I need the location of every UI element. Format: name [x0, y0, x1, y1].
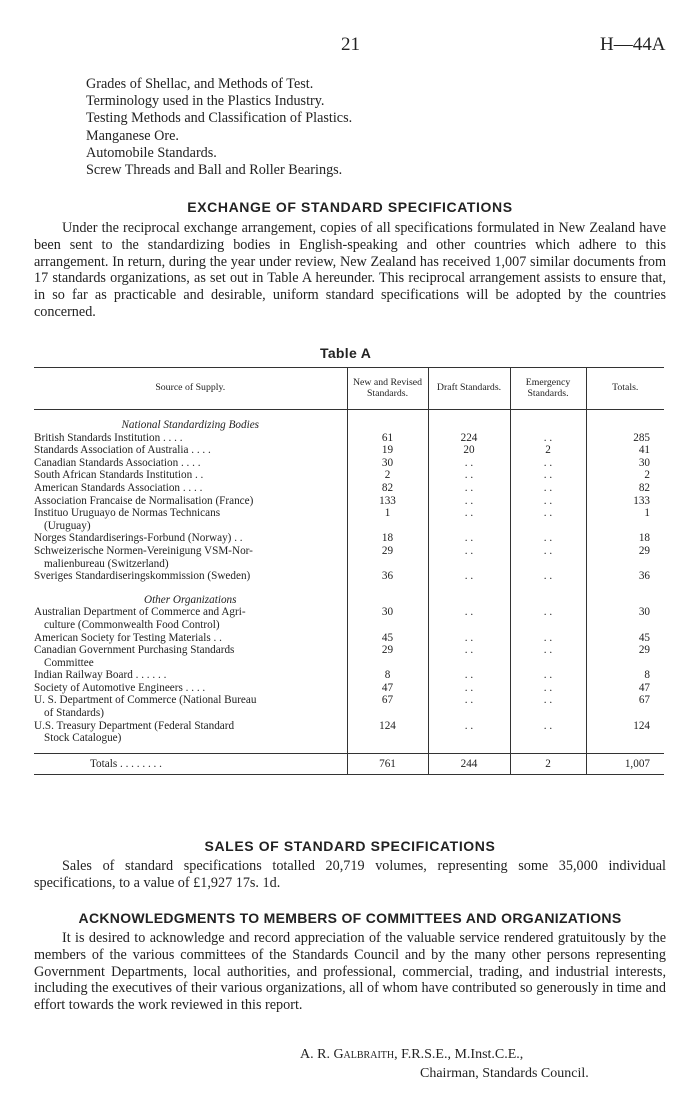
row-emergency: . . [510, 644, 586, 669]
row-source-name: South African Standards Institution . . [34, 469, 204, 482]
row-source-continuation: Committee [44, 656, 94, 669]
table-row [34, 432, 664, 445]
table-row [34, 682, 664, 695]
row-new: 29 [347, 545, 428, 570]
list-item: Grades of Shellac, and Methods of Test. [86, 76, 314, 92]
row-emergency: . . [510, 669, 586, 682]
row-new: 47 [347, 682, 428, 695]
table-row [34, 606, 664, 631]
list-item: Automobile Standards. [86, 144, 217, 161]
row-emergency: . . [510, 507, 586, 532]
page-number: 21 [341, 34, 360, 55]
totals-draft: 244 [428, 753, 510, 774]
row-total: 41 [586, 444, 664, 457]
sales-body: Sales of standard specifications totalled 20,719 volumes, representing some 35,000 individual specifications, to a value of £1,927 17s. 1d. [34, 858, 666, 891]
row-source-name: U.S. Treasury Department (Federal Standard [34, 719, 235, 732]
list-item: Testing Methods and Classification of Plastics. [86, 110, 353, 127]
row-emergency: . . [510, 570, 586, 583]
exchange-body: Under the reciprocal exchange arrangement, copies of all specifications formulated in New Zealand have been sent to the standardizing bodies in English-speaking and other countries which adhere to this arrangement. In return, during the year under review, New Zealand has received 1,007 similar documents from 17 standards organizations, as set out in Table A hereunder. This reciprocal arrangement assists to ensure that, in so far as practicable and desirable, uniform standard specifications will be adopted by the countries concerned. [34, 220, 666, 320]
row-source [34, 482, 347, 495]
row-source [34, 682, 347, 695]
row-total: 18 [586, 532, 664, 545]
row-draft: . . [428, 669, 510, 682]
row-emergency: . . [510, 694, 586, 719]
row-source-name: Standards Association of Australia . . . . [34, 444, 211, 457]
table-row [34, 694, 664, 719]
row-emergency: . . [510, 469, 586, 482]
row-source [34, 545, 347, 570]
table-row [34, 669, 664, 682]
row-draft: . . [428, 482, 510, 495]
totals-label: Totals . . . . . . . . [34, 753, 347, 774]
row-new: 67 [347, 694, 428, 719]
table-title: Table A [320, 345, 372, 361]
row-total: 8 [586, 669, 664, 682]
row-total: 47 [586, 682, 664, 695]
row-source-continuation: of Standards) [44, 707, 104, 720]
signature-line [300, 1047, 523, 1063]
row-source [34, 495, 347, 508]
row-total: 1 [586, 507, 664, 532]
totals-new: 761 [347, 753, 428, 774]
document-code: H—44A [600, 34, 666, 55]
row-total: 29 [586, 644, 664, 669]
ack-paragraph [34, 930, 666, 1014]
table-row [34, 444, 664, 457]
row-source-name: Canadian Standards Association . . . . [34, 456, 201, 469]
row-draft: . . [428, 632, 510, 645]
row-total: 30 [586, 457, 664, 470]
row-source [34, 570, 347, 583]
header-source: Source of Supply. [34, 368, 347, 410]
section-other-label: Other Organizations [143, 593, 237, 606]
row-total: 82 [586, 482, 664, 495]
row-source-continuation: culture (Commonwealth Food Control) [44, 618, 220, 631]
table-row [34, 632, 664, 645]
row-new: 19 [347, 444, 428, 457]
row-draft: . . [428, 644, 510, 669]
header-draft: Draft Standards. [428, 368, 510, 410]
row-total: 133 [586, 495, 664, 508]
totals-emergency: 2 [510, 753, 586, 774]
row-new: 36 [347, 570, 428, 583]
header-totals: Totals. [586, 368, 664, 410]
table-row [34, 570, 664, 583]
table-row [34, 469, 664, 482]
row-source-name: Norges Standardiserings-Forbund (Norway) . . [34, 532, 243, 545]
row-draft: . . [428, 720, 510, 745]
row-draft: . . [428, 682, 510, 695]
row-source-name: Canadian Government Purchasing Standards [34, 644, 235, 657]
table-row [34, 545, 664, 570]
row-source [34, 532, 347, 545]
section-other [34, 591, 664, 607]
row-new: 2 [347, 469, 428, 482]
row-new: 133 [347, 495, 428, 508]
list-item: Manganese Ore. [86, 127, 179, 144]
row-emergency: 2 [510, 444, 586, 457]
signatory-title: Chairman, Standards Council. [420, 1066, 589, 1081]
row-source-name: Australian Department of Commerce and Agri- [34, 606, 246, 619]
ack-heading: ACKNOWLEDGMENTS TO MEMBERS OF COMMITTEES AND ORGANIZATIONS [78, 910, 622, 926]
signatory-name: A. R. Galbraith, [300, 1047, 398, 1062]
table-row [34, 720, 664, 745]
row-emergency: . . [510, 720, 586, 745]
table-row [34, 457, 664, 470]
section-national [34, 416, 664, 432]
row-emergency: . . [510, 606, 586, 631]
list-item: Terminology used in the Plastics Industry. [86, 93, 325, 110]
row-emergency: . . [510, 682, 586, 695]
row-source [34, 694, 347, 719]
row-draft: . . [428, 469, 510, 482]
header-emergency: Emergency Standards. [510, 368, 586, 410]
row-source-name: Instituo Uruguayo de Normas Technicans [34, 507, 221, 520]
row-source-name: British Standards Institution . . . . [34, 431, 183, 444]
exchange-heading: EXCHANGE OF STANDARD SPECIFICATIONS [187, 199, 513, 215]
row-total: 29 [586, 545, 664, 570]
row-emergency: . . [510, 495, 586, 508]
row-source-name: American Society for Testing Materials . . [34, 631, 222, 644]
row-emergency: . . [510, 457, 586, 470]
section-national-label: National Standardizing Bodies [121, 419, 260, 431]
row-source-continuation: Stock Catalogue) [44, 732, 122, 745]
table-row [34, 644, 664, 669]
row-source [34, 444, 347, 457]
row-draft: 224 [428, 432, 510, 445]
totals-total: 1,007 [586, 753, 664, 774]
standards-list [86, 76, 352, 179]
row-total: 67 [586, 694, 664, 719]
row-source [34, 720, 347, 745]
row-new: 45 [347, 632, 428, 645]
row-draft: . . [428, 495, 510, 508]
table-row [34, 507, 664, 532]
row-total: 30 [586, 606, 664, 631]
row-draft: . . [428, 532, 510, 545]
row-source [34, 469, 347, 482]
sales-heading: SALES OF STANDARD SPECIFICATIONS [204, 838, 496, 854]
row-source-name: U. S. Department of Commerce (National Bureau [34, 694, 257, 707]
row-new: 61 [347, 432, 428, 445]
signatory-qualifications: F.R.S.E., M.Inst.C.E., [401, 1047, 524, 1062]
table-row [34, 482, 664, 495]
row-source-name: American Standards Association . . . . [34, 481, 203, 494]
row-draft: . . [428, 606, 510, 631]
totals-row [34, 753, 664, 774]
ack-body: It is desired to acknowledge and record appreciation of the valuable service rendered gratuitously by the members of the various committees of the Standards Council and by the many other persons representing Government Departments, local authorities, and professional, commercial, trading, and industrial interests, including the executives of their various organizations, all of whom have contributed so generously in time and effort towards the work reviewed in this report. [34, 930, 666, 1014]
row-source-continuation: (Uruguay) [44, 519, 91, 532]
row-source [34, 606, 347, 631]
row-source-name: Schweizerische Normen-Vereinigung VSM-Nor- [34, 544, 253, 557]
row-source-name: Association Francaise de Normalisation (France) [34, 494, 254, 507]
row-source-continuation: malienbureau (Switzerland) [44, 557, 169, 570]
row-total: 285 [586, 432, 664, 445]
row-draft: . . [428, 545, 510, 570]
row-total: 124 [586, 720, 664, 745]
row-source [34, 432, 347, 445]
row-new: 29 [347, 644, 428, 669]
row-source [34, 669, 347, 682]
row-source-name: Sveriges Standardiseringskommission (Sweden) [34, 570, 251, 583]
row-draft: . . [428, 570, 510, 583]
row-draft: . . [428, 694, 510, 719]
row-new: 82 [347, 482, 428, 495]
row-emergency: . . [510, 482, 586, 495]
row-emergency: . . [510, 432, 586, 445]
row-source [34, 507, 347, 532]
row-draft: . . [428, 457, 510, 470]
list-item: Screw Threads and Ball and Roller Bearings. [86, 162, 343, 179]
standards-table [34, 367, 664, 775]
table-row [34, 532, 664, 545]
row-emergency: . . [510, 545, 586, 570]
row-draft: 20 [428, 444, 510, 457]
table-row [34, 495, 664, 508]
exchange-paragraph [34, 220, 666, 321]
row-total: 36 [586, 570, 664, 583]
sales-paragraph [34, 858, 666, 892]
row-new: 18 [347, 532, 428, 545]
row-emergency: . . [510, 532, 586, 545]
row-new: 1 [347, 507, 428, 532]
row-new: 30 [347, 606, 428, 631]
row-source [34, 644, 347, 669]
row-total: 2 [586, 469, 664, 482]
row-draft: . . [428, 507, 510, 532]
row-source [34, 632, 347, 645]
row-source-name: Indian Railway Board . . . . . . [34, 669, 167, 682]
row-new: 30 [347, 457, 428, 470]
header-new: New and Revised Standards. [347, 368, 428, 410]
row-total: 45 [586, 632, 664, 645]
row-new: 124 [347, 720, 428, 745]
row-source [34, 457, 347, 470]
row-source-name: Society of Automotive Engineers . . . . [34, 681, 206, 694]
row-emergency: . . [510, 632, 586, 645]
row-new: 8 [347, 669, 428, 682]
